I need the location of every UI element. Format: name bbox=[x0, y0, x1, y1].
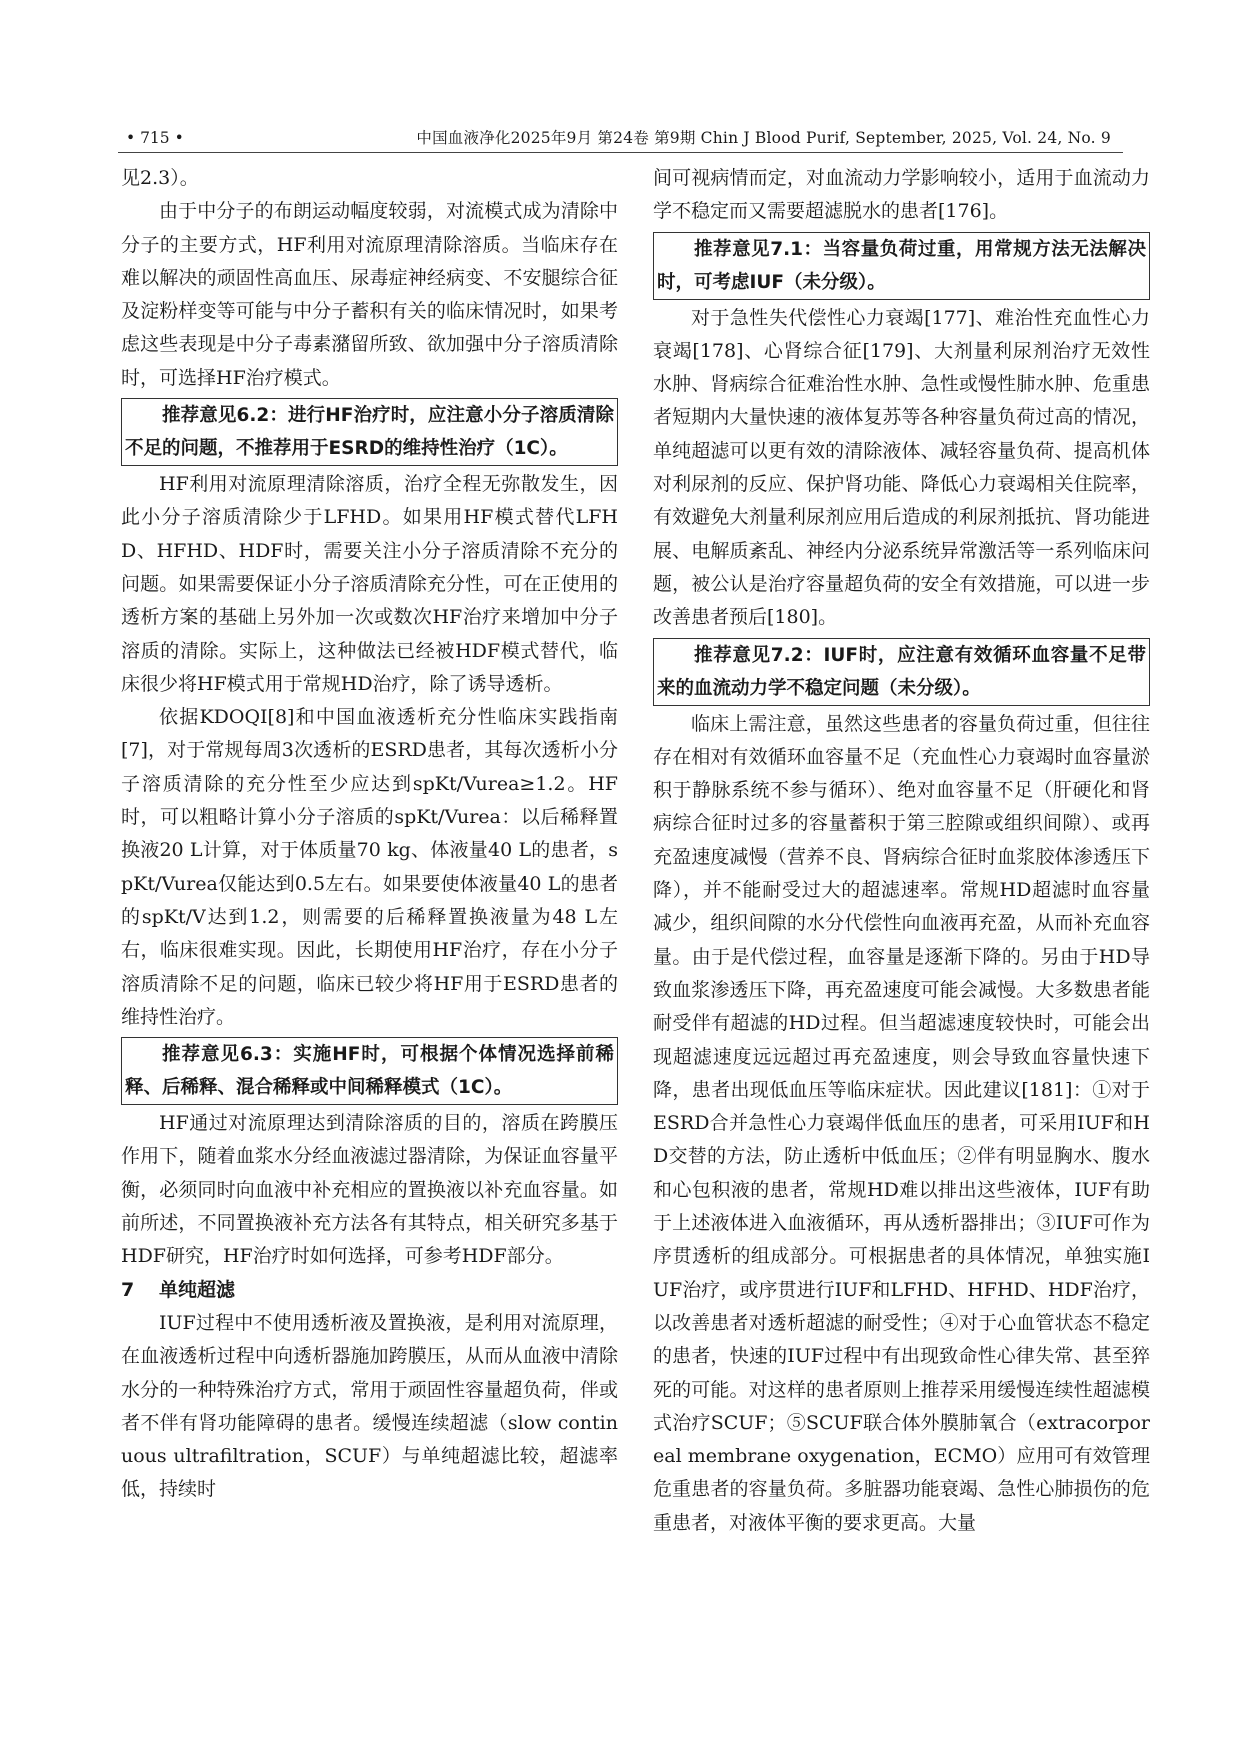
paragraph: HF利用对流原理清除溶质，治疗全程无弥散发生，因此小分子溶质清除少于LFHD。如果用HF模式替代LFHD、HFHD、HDF时，需要关注小分子溶质清除不充分的问题。如果需要保证小分子溶质清除充分性，可在正使用的透析方案的基础上另外加一次或数次HF治疗来增加中分子溶质的清除。实际上，这种做法已经被HDF模式替代，临床很少将HF模式用于常规HD治疗，除了诱导透析。 bbox=[121, 473, 618, 695]
recommendation-text: 推荐意见7.2：IUF时，应注意有效循环血容量不足带来的血流动力学不稳定问题（未分级）。 bbox=[657, 644, 1146, 699]
section-number: 7 bbox=[121, 1278, 135, 1301]
left-column bbox=[121, 162, 618, 1507]
recommendation-box bbox=[121, 1037, 618, 1105]
recommendation-text: 推荐意见7.1：当容量负荷过重，用常规方法无法解决时，可考虑IUF（未分级）。 bbox=[657, 238, 1146, 293]
recommendation-text: 推荐意见6.2：进行HF治疗时，应注意小分子溶质清除不足的问题，不推荐用于ESRD的维持性治疗（1C）。 bbox=[125, 405, 614, 460]
paragraph: IUF过程中不使用透析液及置换液，是利用对流原理，在血液透析过程中向透析器施加跨膜压，从而从血液中清除水分的一种特殊治疗方式，常用于顽固性容量超负荷，伴或者不伴有肾功能障碍的患者。缓慢连续超滤（slow continuous ultrafiltration，SCUF）与单纯超滤比较，超滤率低，持续时 bbox=[121, 1311, 618, 1501]
section-title: 单纯超滤 bbox=[159, 1278, 236, 1301]
recommendation-box bbox=[653, 638, 1150, 706]
right-column bbox=[653, 162, 1150, 1540]
page-number: • 715 • bbox=[126, 129, 184, 147]
paragraph: 对于急性失代偿性心力衰竭[177]、难治性充血性心力衰竭[178]、心肾综合征[179]、大剂量利尿剂治疗无效性水肿、肾病综合征难治性水肿、急性或慢性肺水肿、危重患者短期内大量快速的液体复苏等各种容量负荷过高的情况，单纯超滤可以更有效的清除液体、减轻容量负荷、提高机体对利尿剂的反应、保护肾功能、降低心力衰竭相关住院率，有效避免大剂量利尿剂应用后造成的利尿剂抵抗、肾功能进展、电解质紊乱、神经内分泌系统异常激活等一系列临床问题，被公认是治疗容量超负荷的安全有效措施，可以进一步改善患者预后[180]。 bbox=[653, 306, 1150, 629]
paragraph: HF通过对流原理达到清除溶质的目的，溶质在跨膜压作用下，随着血浆水分经血液滤过器清除，为保证血容量平衡，必须同时向血液中补充相应的置换液以补充血容量。如前所述，不同置换液补充方法各有其特点，相关研究多基于HDF研究，HF治疗时如何选择，可参考HDF部分。 bbox=[121, 1112, 618, 1268]
recommendation-box bbox=[121, 398, 618, 466]
running-header bbox=[118, 126, 1123, 153]
paragraph: 见2.3）。 bbox=[121, 167, 199, 189]
recommendation-text: 推荐意见6.3：实施HF时，可根据个体情况选择前稀释、后稀释、混合稀释或中间稀释模式（1C）。 bbox=[125, 1044, 614, 1099]
recommendation-box bbox=[653, 232, 1150, 300]
paragraph: 由于中分子的布朗运动幅度较弱，对流模式成为清除中分子的主要方式，HF利用对流原理清除溶质。当临床存在难以解决的顽固性高血压、尿毒症神经病变、不安腿综合征及淀粉样变等可能与中分子蓄积有关的临床情况时，如果考虑这些表现是中分子毒素潴留所致、欲加强中分子溶质清除时，可选择HF治疗模式。 bbox=[121, 200, 618, 389]
paragraph: 临床上需注意，虽然这些患者的容量负荷过重，但往往存在相对有效循环血容量不足（充血性心力衰竭时血容量淤积于静脉系统不参与循环）、绝对血容量不足（肝硬化和肾病综合征时过多的容量蓄积于第三腔隙或组织间隙）、或再充盈速度减慢（营养不良、肾病综合征时血浆胶体渗透压下降），并不能耐受过大的超滤速率。常规HD超滤时血容量减少，组织间隙的水分代偿性向血液再充盈，从而补充血容量。由于是代偿过程，血容量是逐渐下降的。另由于HD导致血浆渗透压下降，再充盈速度可能会减慢。大多数患者能耐受伴有超滤的HD过程。但当超滤速度较快时，可能会出现超滤速度远远超过再充盈速度，则会导致血容量快速下降，患者出现低血压等临床症状。因此建议[181]：①对于ESRD合并急性心力衰竭伴低血压的患者，可采用IUF和HD交替的方法，防止透析中低血压；②伴有明显胸水、腹水和心包积液的患者，常规HD难以排出这些液体，IUF有助于上述液体进入血液循环，再从透析器排出；③IUF可作为序贯透析的组成部分。可根据患者的具体情况，单独实施IUF治疗，或序贯进行IUF和LFHD、HFHD、HDF治疗，以改善患者对透析超滤的耐受性；④对于心血管状态不稳定的患者，快速的IUF过程中有出现致命性心律失常、甚至猝死的可能。对这样的患者原则上推荐采用缓慢连续性超滤模式治疗SCUF；⑤SCUF联合体外膜肺氧合（extracorporeal membrane oxygenation，ECMO）应用可有效管理危重患者的容量负荷。多脏器功能衰竭、急性心肺损伤的危重患者，对液体平衡的要求更高。大量 bbox=[653, 712, 1150, 1534]
paragraph: 依据KDOQI[8]和中国血液透析充分性临床实践指南[7]，对于常规每周3次透析的ESRD患者，其每次透析小分子溶质清除的充分性至少应达到spKt/Vurea≥1.2。HF时，可以粗略计算小分子溶质的spKt/Vurea：以后稀释置换液20 L计算，对于体质量70 kg、体液量40 L的患者，spKt/Vurea仅能达到0.5左右。如果要使体液量40 L的患者的spKt/V达到1.2，则需要的后稀释置换液量为48 L左右，临床很难实现。因此，长期使用HF治疗，存在小分子溶质清除不足的问题，临床已较少将HF用于ESRD患者的维持性治疗。 bbox=[121, 706, 618, 1028]
journal-citation: 中国血液净化2025年9月 第24卷 第9期 Chin J Blood Purif, September, 2025, Vol. 24, No. 9 bbox=[416, 129, 1111, 147]
paragraph: 间可视病情而定，对血流动力学影响较小，适用于血流动力学不稳定而又需要超滤脱水的患者[176]。 bbox=[653, 167, 1150, 223]
section-heading bbox=[121, 1274, 618, 1307]
